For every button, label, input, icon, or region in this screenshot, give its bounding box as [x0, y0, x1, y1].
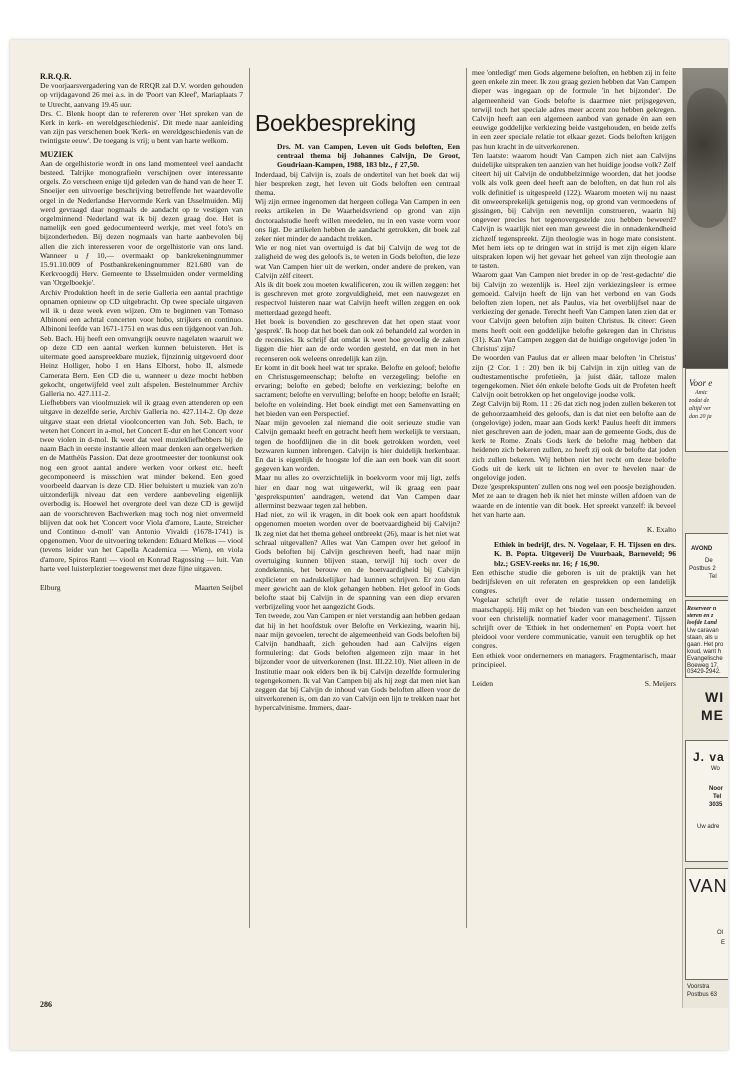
column-rule	[466, 68, 467, 928]
magazine-page	[10, 40, 728, 1050]
author: K. Exalto	[646, 524, 676, 534]
paragraph: Inderdaad, bij Calvijn is, zoals de ondertitel van het boek dat wij hier bespreken zegt, het leven uit Gods beloften een centraal thema.	[255, 169, 460, 198]
caption-line: altijd ver	[689, 406, 711, 412]
caption-line: zodat de	[689, 398, 710, 404]
ad-text: Postbus 2	[689, 566, 716, 572]
paragraph: Deze 'gesprekspunten' zullen ons nog wel een poosje bezighouden. Met ze aan te dragen heb ik niet het minste willen afdoen van de waarde en de intentie van dit boek. Het spreekt vanzelf: ik beveel het van harte aan.	[472, 482, 676, 519]
paragraph: Ten tweede, zou Van Campen er niet verstandig aan hebben gedaan dat hij in het hoofdstuk over Belofte en Verkiezing, waarin hij, naar mijn gevoelen, terecht de algemeenheid van Gods beloften bij Calvijn handhaaft, zich gehouden had aan Calvijns eigen formulering: dat Gods beloften algemeen zijn maar in het bijzonder voor de uitverkorenen (Inst. III.22.10). Niet alleen in de Institutie maar ook elders ben ik bij Calvijn dezelfde formulering tegengekomen. Ik val Van Campen bij als hij zegt dat men niet kan zeggen dat bij Calvijn de inhoud van Gods beloften alleen voor de uitverkorenen is, om dan zo van Calvijn een lijn te trekken naar het hypercalvinisme. Immers, daar-	[255, 611, 460, 713]
tree-image	[687, 88, 727, 228]
column-right	[472, 68, 676, 948]
paragraph: Een ethische studie die geboren is uit de praktijk van het bedrijfsleven en uit referaten en gesprekken op een landelijk congres.	[472, 567, 676, 596]
signature	[472, 679, 676, 688]
paragraph: Er komt in dit boek heel wat ter sprake. Belofte en geloof; belofte en Christusgemeenschap; belofte en verzegeling; belofte en ervaring; belofte en gebed; belofte en verkiezing; belofte en sacrament; belofte en vervulling; belofte en hoop; belofte en Israël; belofte en voleinding. Het boek eindigt met een Samenvatting en het bieden van een Perspectief.	[255, 362, 460, 418]
paragraph: Zegt Calvijn bij Rom. 11 : 26 dat zich nog joden zullen bekeren tot de gehoorzaamheid des geloofs, dan is dat niet een belofte aan de (ongelovige) joden, maar aan Gods kerk! Paulus heeft dit immers niet geschreven aan de joden, maar aan de gemeente Gods, dus de kerk te Rome. Zoals Gods kerk de belofte mag hebben dat heidenen zich bekeren zullen, zo heeft zij ook de belofte dat joden zich zullen bekeren. Wij hebben niet het recht om deze belofte Gods uit de kerk uit te lichten en over te hevelen naar de ongelovige joden.	[472, 399, 676, 482]
column-rule	[249, 68, 250, 928]
place: Leiden	[472, 679, 494, 688]
paragraph: Wij zijn ermee ingenomen dat hergeen collega Van Campen in een reeks artikelen in De Waarheidsvriend op grond van zijn doctoraalstudie heeft willen meedelen, nu in een vaste vorm voor ons ligt. De artikelen hebben de aandacht getrokken, dit boek zal zeker niet minder de aandacht trekken.	[255, 197, 460, 244]
ad-text: Uw adre	[697, 824, 720, 830]
ad-text: staan, als u	[687, 635, 718, 641]
signature	[40, 583, 243, 592]
paragraph: Had niet, zo wil ik vragen, in dit boek ook een apart hoofdstuk opgenomen moeten worden over de boetvaardigheid bij Calvijn? Ik zeg niet dat het thema geheel ontbreekt (26), maar is het niet wat schraal uitgevallen? Alles wat Van Campen over het geloof in Gods beloften bij Calvijn geschreven heeft, had naar mijn overtuiging kunnen blijven staan, terwijl hij toch over de zondekennis, het berouw en de boetvaardigheid bij Calvijn explicieter en nadrukkelijker had kunnen schrijven. Er zou dan meer gewicht aan de klok gehangen hebben. Het geloof in Gods belofte staat bij Calvijn in de spanning van een diep ervaren verbrijzeling voor het aangezicht Gods.	[255, 510, 460, 612]
ad-text: Tel	[713, 794, 722, 800]
paragraph: Aan de orgelhistorie wordt in ons land momenteel veel aandacht besteed. Talrijke monografieën verschijnen over interessante orgels. Zo verscheen enige tijd geleden van de hand van de heer T. Snoeijer een uitvoerige beschrijving betreffende het waardevolle orgel in de Nederlandse Hervormde Kerk van IJsselmuiden. Mij werd gevraagd daar nogmaals de aandacht op te vestigen van orgelminnend Nederland wat ik bij dezen graag doe. Het is namelijk een goed gedocumenteerd werkje, met veel foto's en bijzonderheden. Bij dezen nogmaals van harte aanbevolen bij allen die zich interesseren voor de orgelhistorie van ons land. Wanneer u ƒ 10,— overmaakt op bankrekeningnummer 15.91.10.009 of Postbankrekeningnummer 821.680 van de Kerkvoogdij Herv. Gemeente te IJsselmuiden onder vermelding van 'Orgelboekje'.	[40, 158, 243, 288]
paragraph: Een ethiek voor ondernemers en managers. Fragmentarisch, maar principieel.	[472, 650, 676, 669]
photo	[683, 68, 728, 368]
ad-text: De	[705, 558, 713, 564]
paragraph: De woorden van Paulus dat er alleen maar beloften 'in Christus' zijn (2 Cor. 1 : 20) ben ik bij Calvijn in zijn uitleg van de oudtestamentische profetieën, ja juist dáár, talloze malen tegengekomen. Niet één enkele belofte Gods uit de Profeten heeft Calvijn ooit betrokken op het ongelovige joodse volk.	[472, 353, 676, 400]
place: Elburg	[40, 582, 61, 592]
ad-text: E	[721, 940, 726, 946]
paragraph: Het boek is bovendien zo geschreven dat het open staat voor 'gesprek'. Ik hoop dat het boek dan ook zó behandeld zal worden in de recensies. Ik schrijf dat omdat ik weet hoe gevoelig de zaken liggen die hier aan de orde worden gesteld, en dat men in het recenseren ook weleens onredelijk kan zijn.	[255, 316, 460, 363]
book-reference: Ethiek in bedrijf, drs. N. Vogelaar, F. H. Tijssen en drs. K. B. Popta. Uitgeverij De Vuurbaak, Barneveld; 96 blz.; GSEV-reeks nr. 16; ƒ 16,90.	[494, 540, 676, 568]
paragraph: Naar mijn gevoelen zal niemand die ooit serieuze studie van Calvijn gemaakt heeft en getracht heeft hem werkelijk te verstaan, tegen de hoofdlijnen die in dit boek getrokken worden, veel bezwaren kunnen inbrengen. Calvijn is hier duidelijk herkenbaar. En dat is eigenlijk de hoogste lof die aan een boek van dit soort gegeven kan worden.	[255, 418, 460, 474]
page-number: 286	[40, 1000, 52, 1009]
author: Maarten Seijbel	[194, 582, 243, 592]
paragraph: Wie er nog niet van overtuigd is dat bij Calvijn de weg tot de zaligheid de weg des geloofs is, te weten in Gods beloften, die leze wat Van Campen hier uit de werken, onder andere de preken, van Calvijn zèlf citeert.	[255, 243, 460, 280]
section-title: Boekbespreking	[255, 110, 416, 136]
ad-heading: J. va	[693, 750, 725, 764]
ad-box-avond	[685, 533, 728, 597]
paragraph: mee 'ontledigt' men Gods algemene beloften, en hebben zij in feite geen enkele zin meer. Ik zou graag gezien hebben dat Van Campen dieper was ingegaan op de formule 'in het bijzonder'. De algemeenheid van Gods belofte is daarmee niet prijsgegeven, terwijl toch het speciale adres meer accent zou hebben gekregen. Calvijn heeft aan een algemeen aanbod van genade èn aan een eeuwige goddelijke verkiezing beide vastgehouden, en beide zelfs in een zeer speciale relatie tot elkaar gezet. Gods beloften krijgen pas hun kracht in de uitverkorenen.	[472, 68, 676, 151]
paragraph: Drs. C. Blenk hoopt dan te refereren over 'Het spreken van de Kerk in kerk- en wereldgeschiedenis'. Dit mede naar aanleiding van zijn pas verschenen boek 'Kerk- en wereldgeschiedenis van de twintigste eeuw'. De toegang is vrij; u bent van harte welkom.	[40, 108, 243, 146]
paragraph: Maar nu alles zo overzichtelijk in boekvorm voor mij ligt, zelfs hier en daar nog wat uitgewerkt, wil ik graag een paar 'gesprekspunten' aandragen, wetend dat Van Campen daar allerminst bezwaar tegen zal hebben.	[255, 473, 460, 510]
ad-heading: VAN	[689, 876, 728, 896]
caption-line: dan 20 ja	[689, 414, 712, 420]
ad-heading: ME	[701, 707, 724, 723]
book-reference: Drs. M. van Campen, Leven uit Gods beloften, Een centraal thema bij Johannes Calvijn, De Groot, Goudriaan-Kampen, 1988, 183 blz., ƒ 27,50.	[277, 142, 460, 170]
ad-heading: WI	[705, 689, 725, 705]
column-left	[40, 68, 243, 948]
ad-text: Tel	[709, 574, 717, 580]
heading-muziek: MUZIEK	[40, 149, 74, 159]
heading-rrqr: R.R.Q.R.	[40, 72, 72, 81]
ad-text: 3035	[709, 802, 723, 808]
column-middle	[255, 68, 460, 948]
paragraph: Als ik dit boek zou moeten kwalificeren, zou ik willen zeggen: het is geschreven met grote zorgvuldigheid, met een nauwgezet en respectvol luisteren naar wat Calvijn heeft willen zeggen en ook metterdaad gezegd heeft.	[255, 280, 460, 317]
ad-text: 03429-2942.	[687, 669, 721, 675]
author: S. Meijers	[644, 679, 676, 688]
ad-text: Reserveer n	[687, 606, 717, 612]
ad-text: Voorstra	[687, 984, 710, 990]
ad-text: Ol	[717, 930, 723, 936]
ad-text: loofde Land	[687, 620, 717, 626]
paragraph: Vogelaar schrijft over de relatie tussen onderneming en maatschappij. Hij mikt op het 'bieden van een bescheiden aanzet voor een christelijk normatief kader voor management'. Tijssen schrijft over de 'Ethiek in het ondernemen' en Popta voert het pleidooi voor verdere communicatie, vanuit een terugblik op het congres.	[472, 595, 676, 651]
paragraph: Archiv Produktion heeft in de serie Galleria een aantal prachtige opnamen opnieuw op CD uitgebracht. Op twee speciale uitgaven wil ik u deze week even wijzen. Om te beginnen van Tomaso Albinoni een achttal concerten voor hobo, strijkers en continuo. Albinoni leefde van 1671-1751 en was dus een tijdgenoot van Joh. Seb. Bach. Hij heeft een omvangrijk oeuvre nagelaten waaruit we op deze CD een aantal werken kunnen beluisteren. Het is uitermate goed aanspreekbare muziek, fijnzinnig uitgevoerd door Heinz Holliger, hobo I en Hans Elhorst, hobo II, alsmede Camerata Bern. Een CD die u, wanneer u deze mocht hebben gekocht, ongetwijfeld veel zult afspelen. Bestelnummer Archiv Galleria no. 427.111-2.	[40, 287, 243, 398]
ad-text: Noor	[709, 786, 723, 792]
caption-line: Voor e	[689, 378, 713, 388]
ad-text: gaan. Het pro	[687, 642, 724, 648]
paragraph: Ten laatste: waarom houdt Van Campen zich niet aan Calvijns duidelijke uitspraken ten aanzien van het huidige joodse volk? Zelf citeert hij uit Calvijn de ondubbelzinnige woorden, dat het joodse volk als volk geen deel heeft aan de beloften, en dat hun rol als volk definitief is uitgespeeld (122). Waarom moeten wij nu naast dit onweersprekelijk getuigenis nog, op grond van vermoedens of gissingen, bij Calvijn een nevenlijn construeren, waarin hij ongeveer precies het tegenovergestelde zou hebben beweerd? Calvijn is waarlijk niet een man geweest die in onnadenkendheid zichzelf tegenspreekt. Zijn theologie was in hoge mate consistent. Met hem iets op te dringen wat in strijd is met zijn eigen klare uitspraken lopen wij het gevaar het geheel van zijn theologie aan te tasten.	[472, 150, 676, 271]
paragraph: Waarom gaat Van Campen niet breder in op de 'rest-gedachte' die bij Calvijn zo wezenlijk is. Heel zijn verkiezingsleer is ermee gemoeid. Calvijn heeft de lijn van het verbond en van Gods beloften zien lopen, net als Paulus, via het overblijfsel naar de verkiezing der genade. Terecht heeft Van Campen laten zien dat er voor Calvijn geen beloften zijn buiten Christus. Ik citeer: Geen mens heeft ooit een goddelijke belofte gekregen dan in Christus (31). Kan Van Campen zeggen dat de huidige ongelovige joden 'in Christus' zijn?	[472, 270, 676, 354]
paragraph: De voorjaarsvergadering van de RRQR zal D.V. worden gehouden op vrijdagavond 26 mei a.s. in de 'Poort van Kleef', Mariaplaats 7 te Utrecht, aanvang 19.45 uur.	[40, 81, 243, 109]
ad-text: Evangelische	[687, 656, 723, 662]
ad-text: AVOND	[691, 546, 713, 552]
ad-text: Uw caravan	[687, 628, 719, 634]
paragraph: Liefhebbers van vioolmuziek wil ik graag even attenderen op een uitgave in dezelfde serie, Archiv Galleria no. 427.114-2. Op deze uitgave staat een drietal vioolconcerten van Joh. Seb. Bach, te weten het Concert in a-mol, het Concert E-dur en het Concert voor twee violen in d-mol. Ik weet dat veel muziekliefhebbers bij de naam Bach in eerste instantie alleen maar denken aan orgelwerken en de Matthéüs Passion. Dat deze grootmeester der toonkunst ook nog een groot aantal andere werken voor orkest etc. heeft gecomponeerd is misschien wat minder bekend. Een goed voorbeeld daarvan is deze CD. Hier beluistert u muziek van zo'n uitzonderlijk niveau dat een verdere aanbeveling eigenlijk overbodig is. Hoewel het overgrote deel van deze CD is gewijd aan de voorschreven Bachwerken mag toch nog niet onvermeld blijven dat ook het 'Concert voor Viola d'amore, Laute, Streicher und Continuo d-moll' van Antonio Vivaldi (1678-1741) is opgenomen. Voor de uitvoering tekenden: Eduard Melkus — viool (tevens leider van het Capella Academica — Wien), en viola d'amore, Spiros Ranti — viool en Konrad Ragossing — luit. Van harte veel luisterplezier toegewenst met deze fijne uitgaven.	[40, 398, 243, 573]
ad-text: Wo	[711, 766, 720, 772]
caption-line: Amic	[695, 390, 708, 396]
ad-text: Postbus 63	[687, 992, 718, 998]
ad-text: Boeweg 17,	[687, 663, 719, 669]
ad-text: steren en z	[687, 613, 714, 619]
ad-text: koud, want h	[687, 649, 722, 655]
adjacent-page-edge	[682, 68, 728, 1008]
